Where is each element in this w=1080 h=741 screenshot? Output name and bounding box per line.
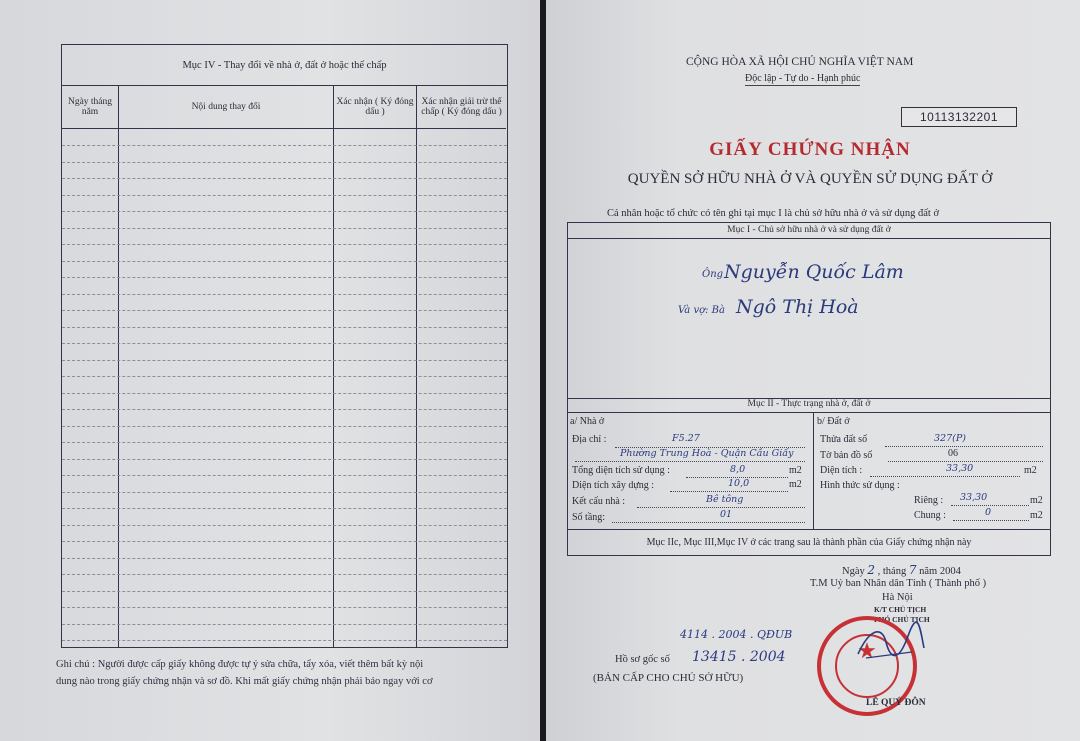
private-label: Riêng : [914,495,944,506]
col-divider [416,86,417,647]
col-divider [118,86,119,647]
unit: m2 [789,479,802,490]
date-year-label: năm [919,566,938,577]
dotted-line [885,446,1043,447]
row-rule [62,145,507,146]
star-icon: ★ [857,638,877,663]
row-rule [62,442,507,443]
unit: m2 [1030,510,1043,521]
date-year: 2004 [939,566,961,577]
date-day: 2 [867,563,876,577]
row-rule [62,508,507,509]
kt-chairman: K/T CHỦ TỊCH [874,605,927,614]
total-area-label: Tổng diện tích sử dụng : [572,465,670,476]
row-rule [62,310,507,311]
changes-table [61,44,508,648]
authority: T.M Uỷ ban Nhân dân Tỉnh ( Thành phố ) [810,578,987,589]
house-label: a/ Nhà ở [570,416,605,427]
copy-note: (BẢN CẤP CHO CHỦ SỞ HỮU) [593,672,744,684]
section-iv-title: Mục IV - Thay đổi về nhà ở, đất ở hoặc thế chấp [62,45,507,86]
issue-date [842,563,961,577]
date-month: 7 [908,563,917,577]
row-rule [62,591,507,592]
vice-chairman: PHÓ CHỦ TỊCH [874,615,930,624]
row-rule [62,426,507,427]
private-value: 33,30 [960,492,988,503]
area-value: 33,30 [946,463,974,474]
row-rule [62,640,507,641]
shared-label: Chung : [914,510,946,521]
note-line: Ghi chú : Người được cấp giấy không được tự ý sửa chữa, tẩy xóa, viết thêm bất kỳ nội [56,659,424,670]
row-rule [62,211,507,212]
unit: m2 [789,465,802,476]
dotted-line [951,505,1029,506]
shared-value: 0 [985,507,992,518]
row-rule [62,574,507,575]
certificate-title: GIẤY CHỨNG NHẬN [709,139,911,160]
row-rule [62,228,507,229]
city: Hà Nội [882,592,913,603]
col-release-header: Xác nhận giải trừ thế chấp ( Ký đóng dấu ) [417,86,506,129]
address-value: F5.27 [672,433,700,444]
row-rule [62,162,507,163]
row-rule [62,327,507,328]
section-i-box [567,222,1051,399]
dotted-line [670,491,788,492]
spouse-name: Ngô Thị Hoà [736,296,859,318]
row-rule [62,459,507,460]
record-number: 13415 . 2004 [692,649,786,665]
dotted-line [637,507,805,508]
structure-label: Kết cấu nhà : [572,496,626,507]
intro-text: Cá nhân hoặc tổ chức có tên ghi tại mục I là chủ sở hữu nhà ở và sử dụng đất ở [607,208,940,219]
decision-reference: 4114 . 2004 . QĐUB [680,628,793,641]
plot-value: 327(P) [934,433,966,444]
row-rule [62,277,507,278]
usage-label: Hình thức sử dụng : [820,480,900,491]
floors-value: 01 [720,509,733,520]
certificate-number: 10113132201 [901,107,1017,127]
section-ii-title: Mục II - Thực trạng nhà ở, đất ở [568,397,1050,413]
plot-label: Thửa đất số [820,434,868,445]
row-rule [62,376,507,377]
row-rule [62,393,507,394]
row-rule [62,360,507,361]
row-rule [62,558,507,559]
address-label: Địa chỉ : [572,434,607,445]
row-rule [62,261,507,262]
section-i-title: Mục I - Chủ sở hữu nhà ở và sử dụng đất ở [568,223,1050,239]
build-area-label: Diện tích xây dựng : [572,480,655,491]
map-value: 06 [948,448,958,459]
structure-value: Bê tông [706,494,744,505]
col-date-header: Ngày tháng năm [62,86,118,129]
total-area-value: 8,0 [730,464,746,475]
note-line: dung nào trong giấy chứng nhận và sơ đồ. Khi mất giấy chứng nhận phải báo ngay với cơ [56,676,433,687]
owner-prefix: Ông [702,269,724,280]
row-rule [62,343,507,344]
address-ward: Phường Trung Hoà - Quận Cầu Giấy [620,448,794,459]
nation-header: CỘNG HÒA XÃ HỘI CHỦ NGHĨA VIỆT NAM [686,56,914,68]
date-day-label: Ngày [842,566,865,577]
floors-label: Số tầng: [572,512,606,523]
record-label: Hồ sơ gốc số [615,654,670,665]
row-rule [62,244,507,245]
land-label: b/ Đất ở [817,416,850,427]
note-text [56,656,518,690]
row-rule [62,624,507,625]
row-rule [62,525,507,526]
row-rule [62,195,507,196]
signer-name: LÊ QUÝ ĐÔN [866,698,926,708]
build-area-value: 10,0 [728,478,750,489]
col-content-header: Nội dung thay đổi [119,86,333,129]
unit: m2 [1024,465,1037,476]
row-rule [62,607,507,608]
owner-name: Nguyễn Quốc Lâm [724,261,904,283]
column-divider [813,413,814,529]
dotted-line [612,522,805,523]
row-rule [62,294,507,295]
row-rule [62,492,507,493]
col-divider [333,86,334,647]
footer-note: Mục IIc, Mục III,Mục IV ở các trang sau là thành phần của Giấy chứng nhận này [568,529,1050,555]
row-rule [62,475,507,476]
row-rule [62,541,507,542]
dotted-line [953,520,1029,521]
area-label: Diện tích : [820,465,863,476]
signature [852,618,928,672]
unit: m2 [1030,495,1043,506]
row-rule [62,178,507,179]
row-rule [62,409,507,410]
motto: Độc lập - Tự do - Hạnh phúc [745,73,861,84]
date-month-label: , tháng [877,566,907,577]
dotted-line [870,476,1020,477]
col-confirm-header: Xác nhận ( Ký đóng dấu ) [334,86,416,129]
certificate-subtitle: QUYỀN SỞ HỮU NHÀ Ở VÀ QUYỀN SỬ DỤNG ĐẤT Ở [627,171,993,187]
dotted-line [575,461,805,462]
dotted-line [888,461,1043,462]
map-label: Tờ bản đồ số [820,450,873,461]
spouse-prefix: Và vợ: Bà [678,305,725,316]
